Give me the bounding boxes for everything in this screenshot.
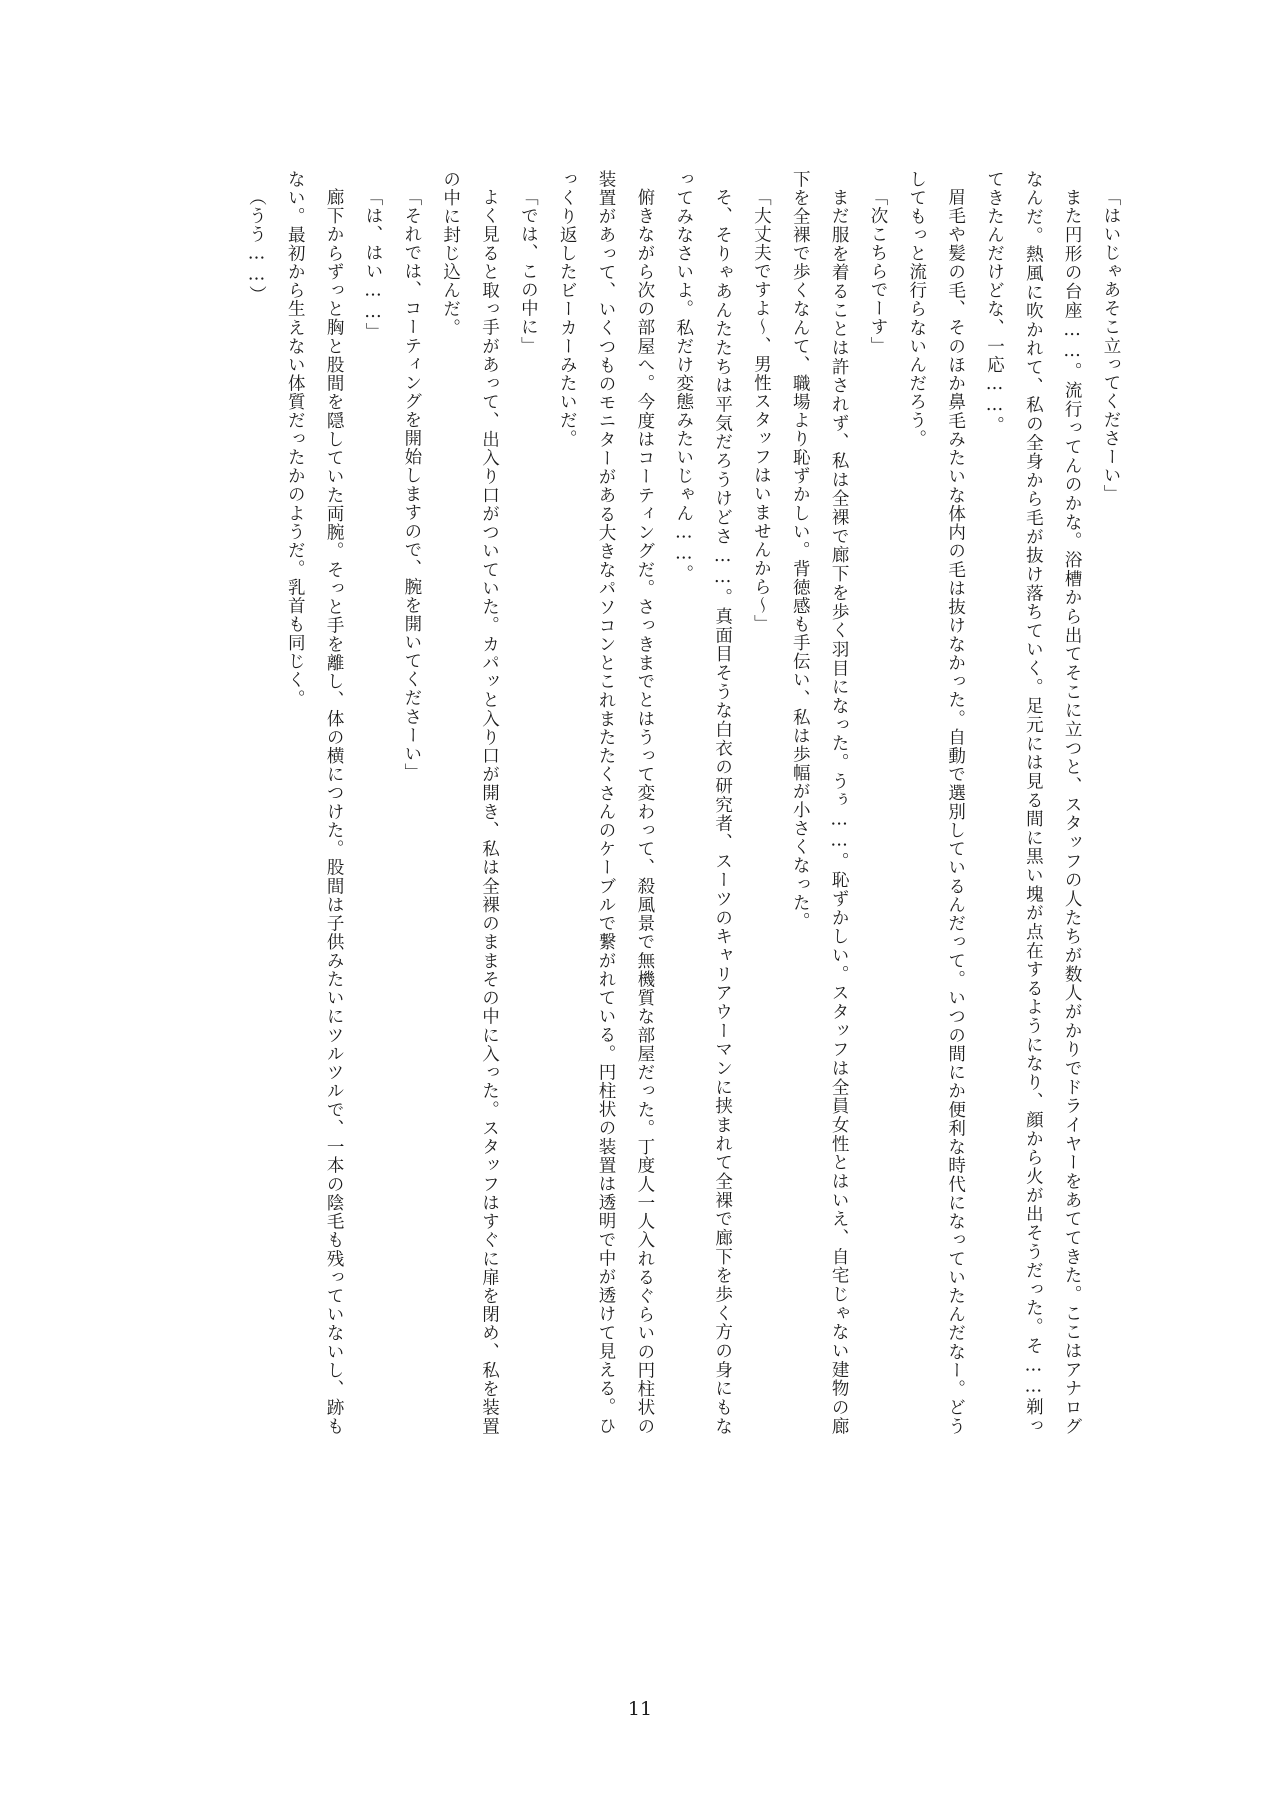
paragraph: 「はいじゃあそこ立ってくださーい」 (1101, 187, 1121, 503)
paragraph: 「次こちらでーす」 (867, 187, 888, 355)
paragraph: 俯きながら次の部屋へ。今度はコーティングだ。さっきまでとはうって変わって、殺風景で無機質な部屋だった。丁度人一人入れるぐらいの円柱状の装置があって、いくつものモニターがある大きなパソコンとこれまたたくさんのケーブルで繋がれている。円柱状の装置は透明で中が透けて見える。ひっくり返したビーカーみたいだ。 (557, 170, 655, 1435)
paragraph: そ、そりゃあんたたちは平気だろうけどさ……。真面目そうな白衣の研究者、スーツのキャリアウーマンに挟まれて全裸で廊下を歩く方の身にもなってみなさいよ。私だけ変態みたいじゃん……。 (673, 170, 733, 1435)
paragraph: 眉毛や髪の毛、そのほか鼻毛みたいな体内の毛は抜けなかった。自動で選別しているんだって。いつの間にか便利な時代になっていたんだなー。どうしてもっと流行らないんだろう。 (906, 170, 966, 1435)
paragraph: 「は、はい……」 (362, 187, 383, 341)
paragraph: 廊下からずっと胸と股間を隠していた両腕。そっと手を離し、体の横につけた。股間は子供みたいにツルツルで、一本の陰毛も残っていないし、跡もない。最初から生えない体質だったかのようだ。乳首も同じく。 (285, 170, 345, 1435)
paragraph: また円形の台座……。流行ってんのかな。浴槽から出てそこに立つと、スタッフの人たちが数人がかりでドライヤーをあててきた。ここはアナログなんだ。熱風に吹かれて、私の全身から毛が抜け落ちていく。足元には見る間に黒い塊が点在するようになり、顔から火が出そうだった。そ……剃ってきたんだけどな、一応……。 (984, 170, 1083, 1435)
paragraph: （うう……） (246, 187, 267, 304)
paragraph: よく見ると取っ手があって、出入り口がついていた。カパッと入り口が開き、私は全裸のままその中に入った。スタッフはすぐに扉を閉め、私を装置の中に封じ込んだ。 (440, 170, 500, 1435)
paragraph: 「大丈夫ですよ〜、男性スタッフはいませんから〜」 (751, 187, 772, 633)
body-text (246, 170, 1130, 1435)
page-number: 11 (627, 1698, 653, 1720)
paragraph: 「では、この中に」 (518, 187, 539, 355)
paragraph: 「それでは、コーティングを開始しますので、腕を開いてくださーい」 (401, 187, 422, 782)
paragraph: まだ服を着ることは許されず、私は全裸で廊下を歩く羽目になった。うぅ……。恥ずかしい。スタッフは全員女性とはいえ、自宅じゃない建物の廊下を全裸で歩くなんて、職場より恥ずかしい。背徳感も手伝い、私は歩幅が小さくなった。 (790, 170, 850, 1435)
